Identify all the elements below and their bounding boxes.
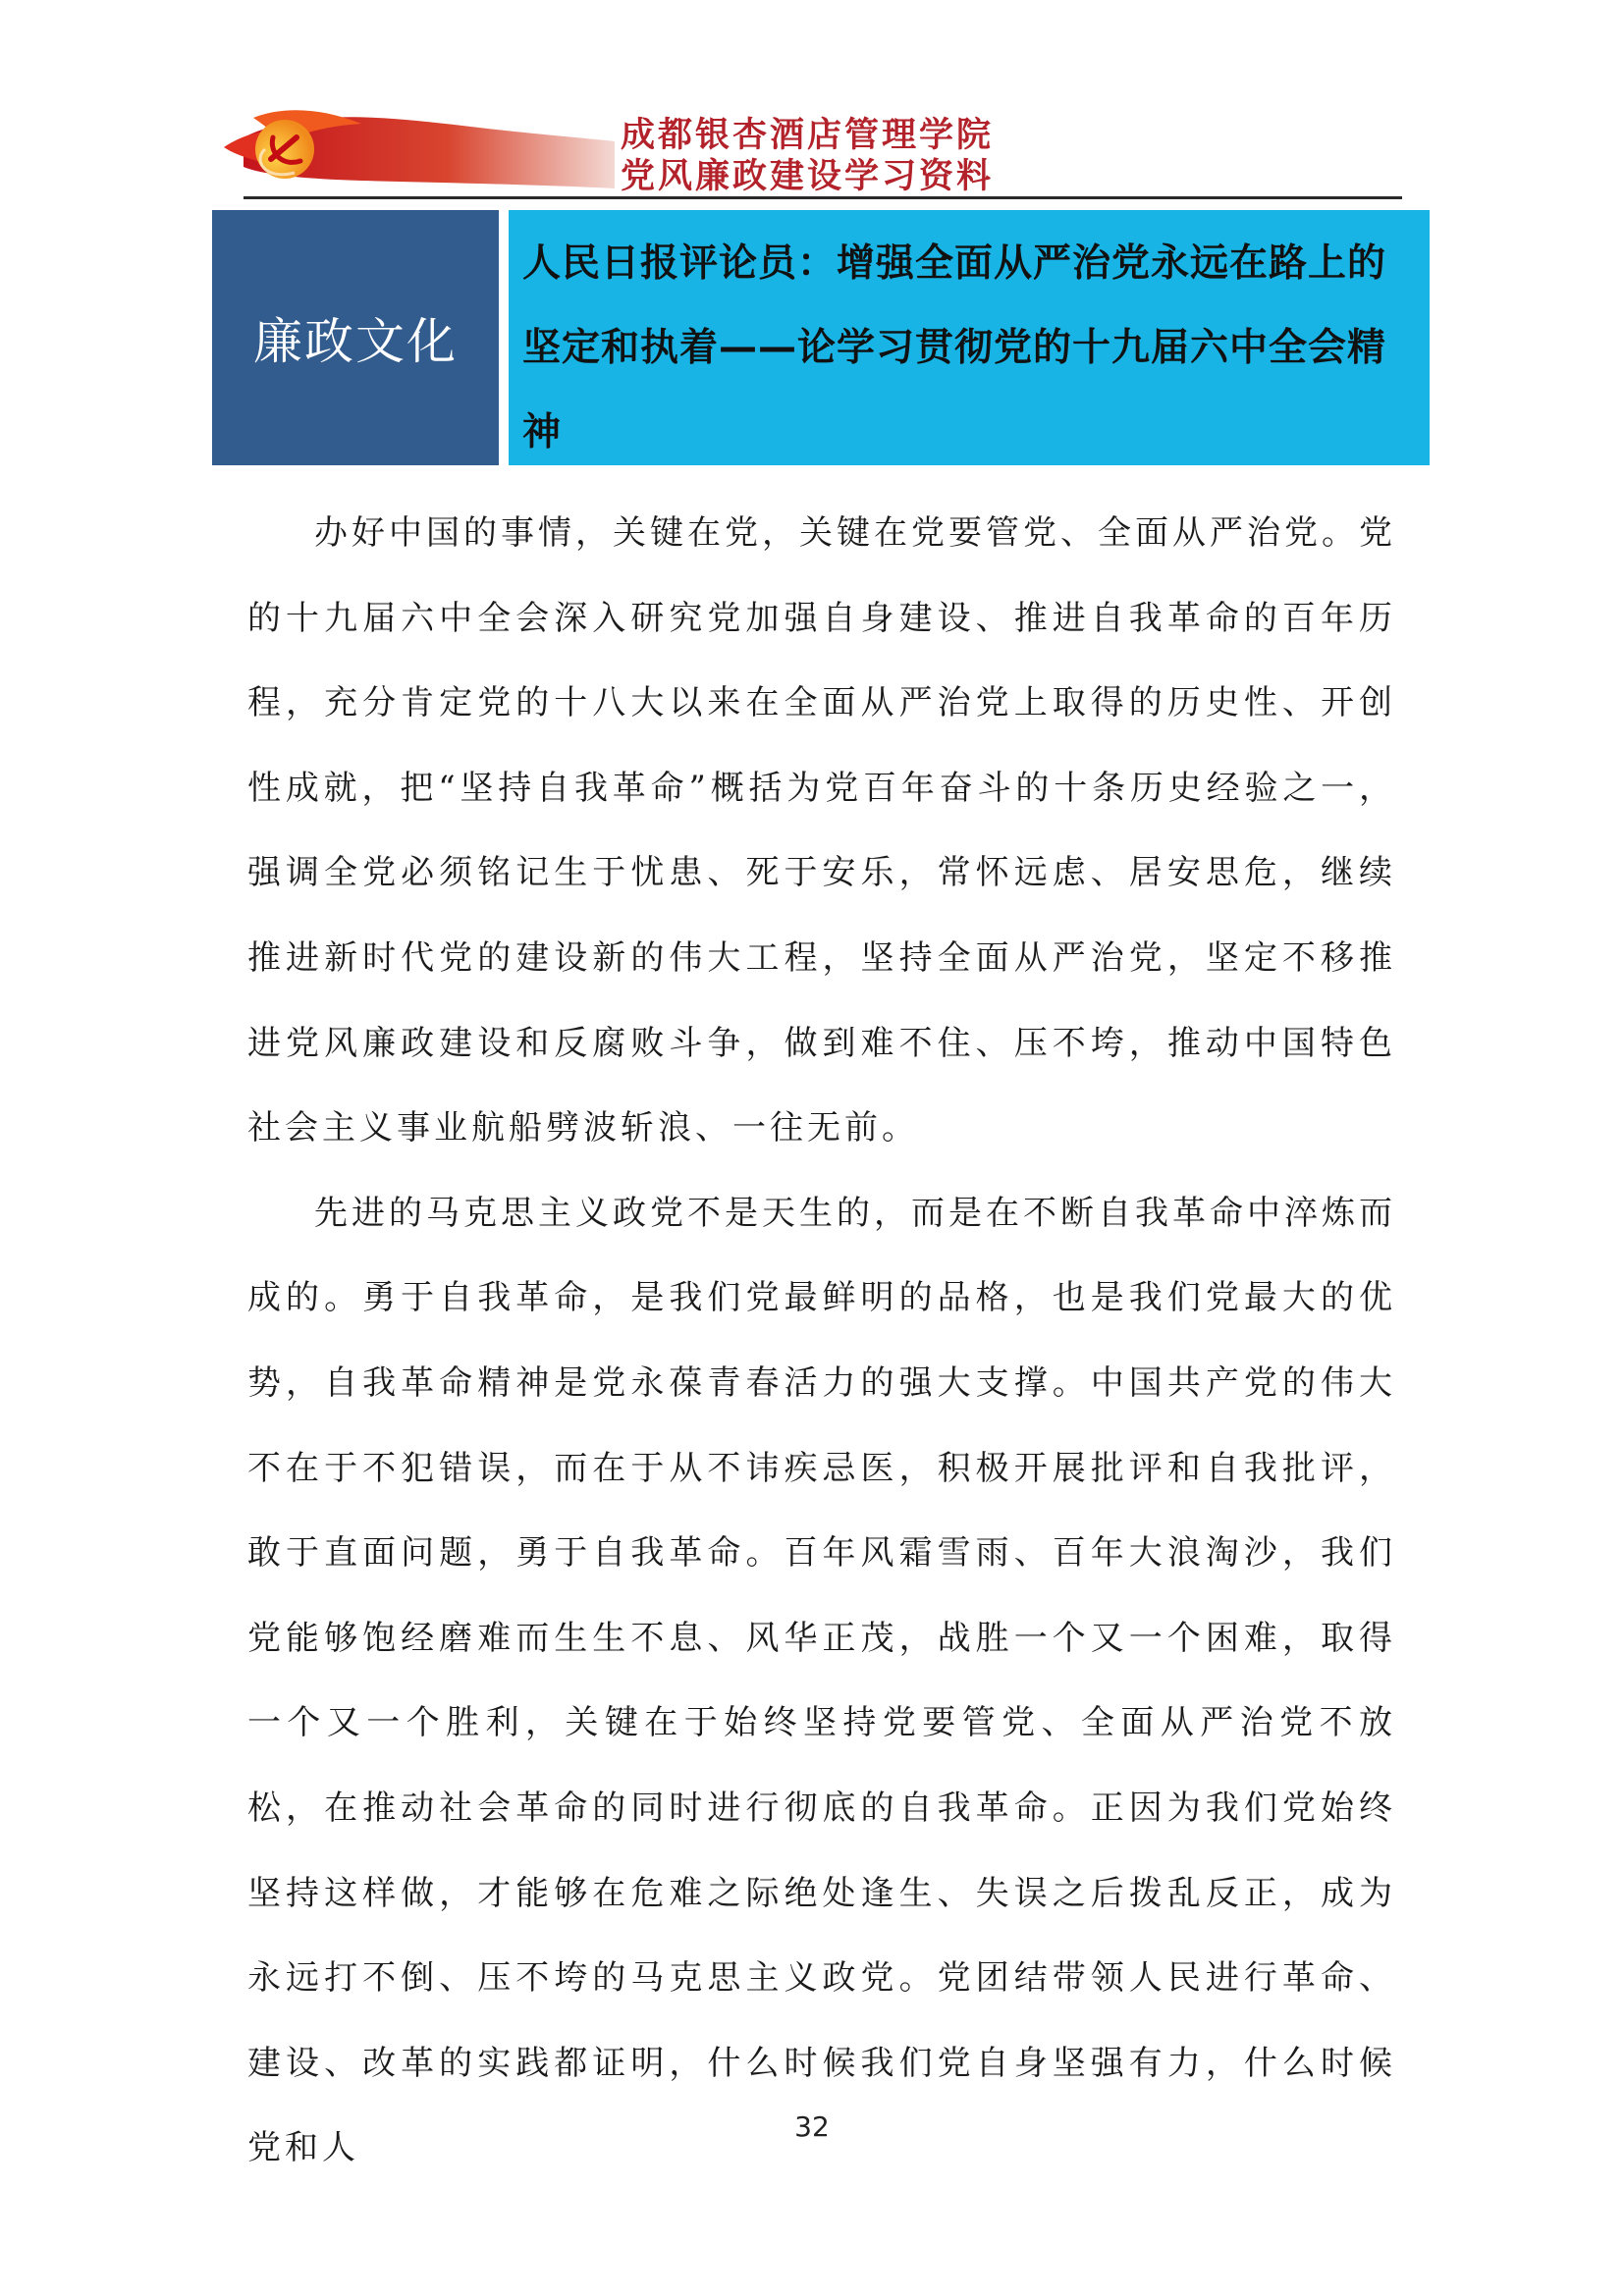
article-title: 人民日报评论员：增强全面从严治党永远在路上的坚定和执着——论学习贯彻党的十九届六中全会精神 [509,210,1430,465]
paragraph: 先进的马克思主义政党不是天生的，而是在不断自我革命中淬炼而成的。勇于自我革命，是我们党最鲜明的品格，也是我们党最大的优势，自我革命精神是党永葆青春活力的强大支撑。中国共产党的伟大不在于不犯错误，而在于从不讳疾忌医，积极开展批评和自我批评，敢于直面问题，勇于自我革命。百年风霜雪雨、百年大浪淘沙，我们党能够饱经磨难而生生不息、风华正茂，战胜一个又一个困难，取得一个又一个胜利，关键在于始终坚持党要管党、全面从严治党不放松，在推动社会革命的同时进行彻底的自我革命。正因为我们党始终坚持这样做，才能够在危难之际绝处逢生、失误之后拨乱反正，成为永远打不倒、压不垮的马克思主义政党。党团结带领人民进行革命、建设、改革的实践都证明，什么时候我们党自身坚强有力，什么时候党和人 [247,1193,1396,2168]
category-tag: 廉政文化 [212,210,499,465]
header-subtitle: 党风廉政建设学习资料 [621,157,995,196]
page-header [0,0,1624,206]
banner-gap [499,210,509,465]
paragraph: 办好中国的事情，关键在党，关键在党要管党、全面从严治党。党的十九届六中全会深入研究党加强自身建设、推进自我革命的百年历程，充分肯定党的十八大以来在全面从严治党上取得的历史性、开创性成就，把“坚持自我革命”概括为党百年奋斗的十条历史经验之一，强调全党必须铭记生于忧患、死于安乐，常怀远虑、居安思危，继续推进新时代党的建设新的伟大工程，坚持全面从严治党，坚定不移推进党风廉政建设和反腐败斗争，做到难不住、压不垮，推动中国特色社会主义事业航船劈波斩浪、一往无前。 [247,513,1396,1148]
party-emblem-flag-icon [224,98,617,192]
header-divider [244,196,1402,199]
article-banner [212,210,1430,465]
article-body [247,491,1396,2191]
school-name: 成都银杏酒店管理学院 [621,116,995,155]
page-number: 32 [794,2110,830,2143]
